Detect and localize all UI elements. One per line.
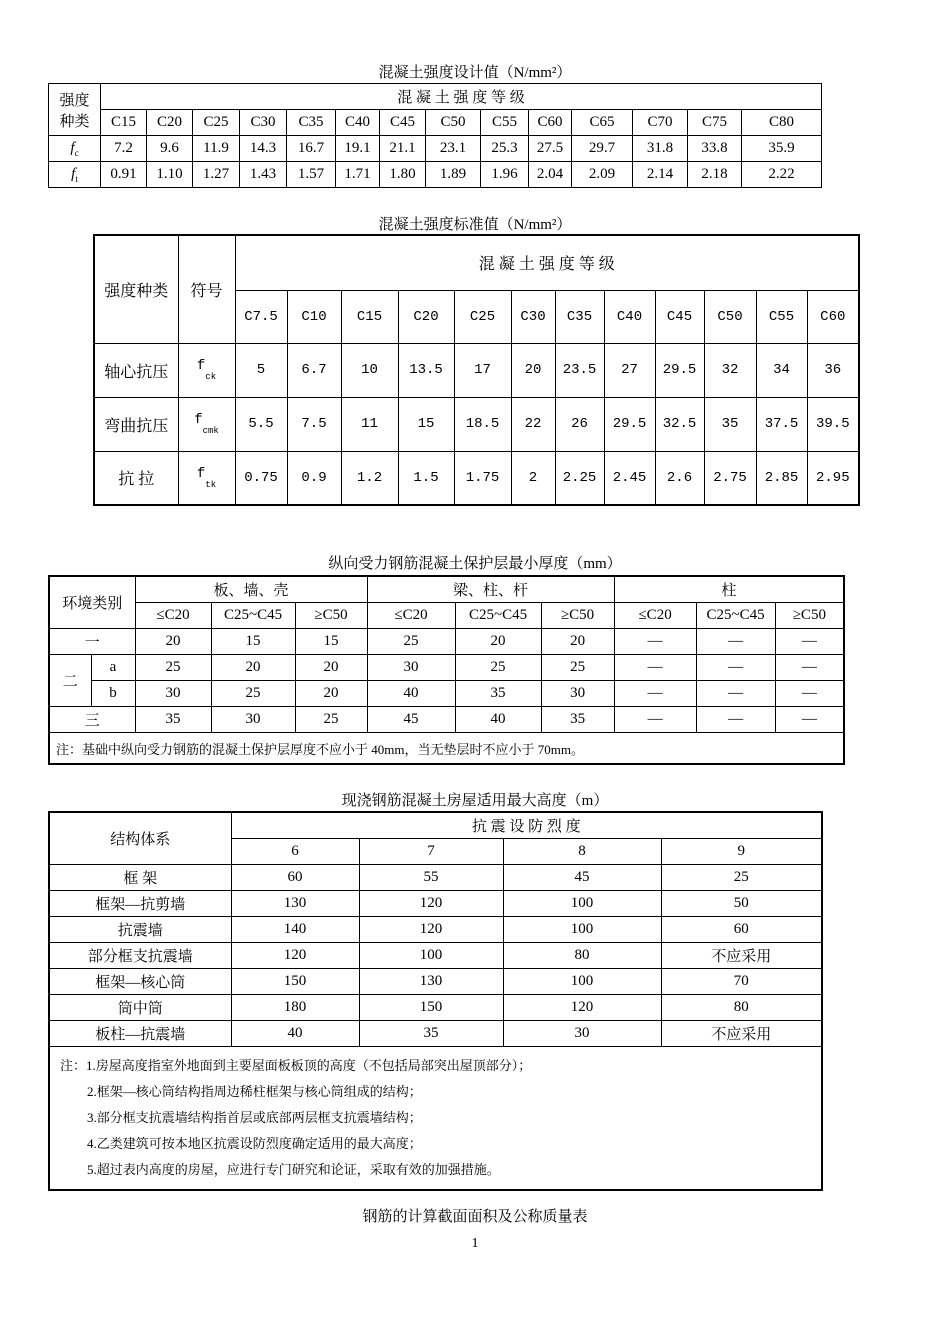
note-line: 3.部分框支抗震墙结构指首层或底部两层框支抗震墙结构；: [87, 1110, 422, 1125]
table-row: [49, 891, 822, 917]
grade-sub-header: ≤C20: [367, 603, 455, 629]
value-cell: 34: [756, 343, 807, 397]
value-cell: 10: [341, 343, 398, 397]
note-line: 4.乙类建筑可按本地区抗震设防烈度确定适用的最大高度；: [87, 1136, 422, 1151]
grade-header-cell: C60: [807, 290, 859, 343]
value-cell: 1.71: [336, 162, 380, 188]
group-header: 柱: [614, 576, 844, 603]
grade-sub-header: C25~C45: [696, 603, 775, 629]
value-cell: 25: [541, 655, 614, 681]
value-cell: 9.6: [147, 136, 193, 162]
grade-header-cell: C20: [147, 110, 193, 136]
value-cell: 不应采用: [661, 1021, 822, 1047]
value-cell: 1.10: [147, 162, 193, 188]
grade-header: 混 凝 土 强 度 等 级: [101, 84, 822, 110]
env-sub-cell: a: [91, 655, 135, 681]
value-cell: 0.91: [101, 162, 147, 188]
grade-header-cell: C50: [426, 110, 481, 136]
table-row: [49, 943, 822, 969]
grade-header-cell: C15: [101, 110, 147, 136]
env-header: 环境类别: [49, 576, 135, 629]
value-cell: 1.80: [380, 162, 426, 188]
cover-thickness-table: [48, 575, 845, 765]
value-cell: 35.9: [742, 136, 822, 162]
value-cell: 150: [359, 995, 503, 1021]
value-cell: 30: [211, 707, 295, 733]
value-cell: 18.5: [454, 397, 511, 451]
grade-header-cell: C20: [398, 290, 454, 343]
table-row: [49, 917, 822, 943]
value-cell: 30: [367, 655, 455, 681]
value-cell: 20: [455, 629, 541, 655]
value-cell: 130: [359, 969, 503, 995]
grade-header-cell: C65: [572, 110, 633, 136]
value-cell: —: [696, 707, 775, 733]
value-cell: 1.89: [426, 162, 481, 188]
value-cell: 70: [661, 969, 822, 995]
grade-header-cell: C30: [511, 290, 555, 343]
value-cell: 1.27: [193, 162, 240, 188]
value-cell: 39.5: [807, 397, 859, 451]
table-row: [49, 865, 822, 891]
symbol-cell: [49, 136, 101, 162]
symbol-subscript: t: [75, 173, 78, 184]
value-cell: 25: [211, 681, 295, 707]
grade-header-cell: C35: [287, 110, 336, 136]
value-cell: 32: [704, 343, 756, 397]
value-cell: 23.5: [555, 343, 604, 397]
value-cell: 26: [555, 397, 604, 451]
value-cell: 120: [231, 943, 359, 969]
symbol-cell: [178, 397, 235, 451]
table-row: [49, 995, 822, 1021]
value-cell: 27: [604, 343, 655, 397]
system-name-cell: 抗震墙: [49, 917, 231, 943]
system-name-cell: 板柱—抗震墙: [49, 1021, 231, 1047]
value-cell: 1.96: [481, 162, 529, 188]
value-cell: 0.75: [235, 451, 287, 505]
value-cell: 2.04: [529, 162, 572, 188]
intensity-cell: 8: [503, 839, 661, 865]
value-cell: 2.95: [807, 451, 859, 505]
value-cell: 22: [511, 397, 555, 451]
symbol-letter: f: [71, 165, 76, 182]
value-cell: 14.3: [240, 136, 287, 162]
value-cell: 100: [359, 943, 503, 969]
value-cell: 2.85: [756, 451, 807, 505]
value-cell: —: [614, 629, 696, 655]
value-cell: 21.1: [380, 136, 426, 162]
intensity-header: 抗 震 设 防 烈 度: [231, 812, 822, 839]
value-cell: 40: [455, 707, 541, 733]
env-sub-cell: b: [91, 681, 135, 707]
grade-header-cell: C45: [655, 290, 704, 343]
value-cell: 25: [455, 655, 541, 681]
grade-header-cell: C25: [193, 110, 240, 136]
value-cell: 60: [231, 865, 359, 891]
value-cell: 29.5: [655, 343, 704, 397]
value-cell: 20: [295, 655, 367, 681]
standard-strength-table: [93, 234, 860, 506]
value-cell: 1.2: [341, 451, 398, 505]
value-cell: 130: [231, 891, 359, 917]
value-cell: 100: [503, 891, 661, 917]
grade-header-cell: C45: [380, 110, 426, 136]
value-cell: —: [614, 655, 696, 681]
value-cell: 15: [211, 629, 295, 655]
grade-header-cell: C70: [633, 110, 688, 136]
value-cell: 31.8: [633, 136, 688, 162]
value-cell: —: [696, 655, 775, 681]
value-cell: 20: [541, 629, 614, 655]
env-cell: 三: [49, 707, 135, 733]
grade-header-cell: C10: [287, 290, 341, 343]
value-cell: 2.45: [604, 451, 655, 505]
value-cell: 1.43: [240, 162, 287, 188]
value-cell: 2.09: [572, 162, 633, 188]
system-name-cell: 部分框支抗震墙: [49, 943, 231, 969]
value-cell: 29.7: [572, 136, 633, 162]
value-cell: 35: [359, 1021, 503, 1047]
value-cell: 27.5: [529, 136, 572, 162]
grade-sub-header: C25~C45: [211, 603, 295, 629]
symbol-subscript: tk: [205, 479, 217, 490]
value-cell: 2.14: [633, 162, 688, 188]
value-cell: 37.5: [756, 397, 807, 451]
table4-notes: [49, 1047, 822, 1191]
value-cell: 11: [341, 397, 398, 451]
symbol-subscript: c: [74, 147, 79, 158]
grade-header-cell: C55: [481, 110, 529, 136]
value-cell: 1.75: [454, 451, 511, 505]
value-cell: —: [696, 629, 775, 655]
value-cell: 15: [295, 629, 367, 655]
value-cell: 32.5: [655, 397, 704, 451]
system-header: 结构体系: [49, 812, 231, 865]
value-cell: 36: [807, 343, 859, 397]
env-cell: 二: [49, 655, 91, 707]
value-cell: —: [614, 707, 696, 733]
grade-header-cell: C75: [688, 110, 742, 136]
value-cell: 1.57: [287, 162, 336, 188]
value-cell: 25: [295, 707, 367, 733]
value-cell: —: [614, 681, 696, 707]
value-cell: 55: [359, 865, 503, 891]
symbol-cell: [49, 162, 101, 188]
note-line: 5.超过表内高度的房屋，应进行专门研究和论证，采取有效的加强措施。: [87, 1162, 500, 1177]
value-cell: 80: [503, 943, 661, 969]
system-name-cell: 框架—抗剪墙: [49, 891, 231, 917]
value-cell: 6.7: [287, 343, 341, 397]
table-row: [49, 969, 822, 995]
value-cell: 25: [661, 865, 822, 891]
value-cell: 25.3: [481, 136, 529, 162]
grade-header-cell: C55: [756, 290, 807, 343]
table4-title: 现浇钢筋混凝土房屋适用最大高度（m）: [341, 793, 609, 809]
group-header: 梁、柱、杆: [367, 576, 614, 603]
system-name-cell: 筒中筒: [49, 995, 231, 1021]
value-cell: 33.8: [688, 136, 742, 162]
value-cell: 30: [135, 681, 211, 707]
intensity-cell: 7: [359, 839, 503, 865]
symbol-letter: f: [196, 358, 206, 374]
value-cell: 150: [231, 969, 359, 995]
grade-sub-header: ≤C20: [614, 603, 696, 629]
table1-title: 混凝土强度设计值（N/mm²）: [378, 65, 572, 81]
value-cell: 2.25: [555, 451, 604, 505]
symbol-letter: f: [196, 465, 206, 482]
value-cell: 5.5: [235, 397, 287, 451]
value-cell: 25: [135, 655, 211, 681]
intensity-cell: 9: [661, 839, 822, 865]
grade-sub-header: ≥C50: [775, 603, 844, 629]
value-cell: 45: [503, 865, 661, 891]
value-cell: 7.2: [101, 136, 147, 162]
value-cell: 20: [211, 655, 295, 681]
value-cell: 35: [541, 707, 614, 733]
table3-note: 注：基础中纵向受力钢筋的混凝土保护层厚度不应小于 40mm，当无垫层时不应小于 70mm。: [49, 733, 844, 765]
value-cell: 5: [235, 343, 287, 397]
value-cell: 120: [359, 917, 503, 943]
value-cell: 45: [367, 707, 455, 733]
grade-sub-header: C25~C45: [455, 603, 541, 629]
value-cell: 80: [661, 995, 822, 1021]
value-cell: 2.6: [655, 451, 704, 505]
value-cell: 29.5: [604, 397, 655, 451]
value-cell: 35: [704, 397, 756, 451]
value-cell: 30: [541, 681, 614, 707]
grade-sub-header: ≥C50: [541, 603, 614, 629]
grade-header-cell: C80: [742, 110, 822, 136]
value-cell: 140: [231, 917, 359, 943]
value-cell: 13.5: [398, 343, 454, 397]
value-cell: 19.1: [336, 136, 380, 162]
value-cell: 15: [398, 397, 454, 451]
grade-header-cell: C35: [555, 290, 604, 343]
value-cell: 120: [503, 995, 661, 1021]
symbol-letter: f: [194, 412, 203, 428]
value-cell: 35: [455, 681, 541, 707]
value-cell: —: [696, 681, 775, 707]
table-row: [49, 1021, 822, 1047]
intensity-cell: 6: [231, 839, 359, 865]
grade-header-cell: C25: [454, 290, 511, 343]
env-cell: 一: [49, 629, 135, 655]
value-cell: 20: [295, 681, 367, 707]
row-header-top: 强度: [59, 92, 90, 109]
value-cell: 2.75: [704, 451, 756, 505]
value-cell: 100: [503, 917, 661, 943]
row-header-cell: [49, 84, 101, 136]
value-cell: —: [775, 655, 844, 681]
grade-sub-header: ≥C50: [295, 603, 367, 629]
system-name-cell: 框 架: [49, 865, 231, 891]
page-number: 1: [471, 1236, 479, 1251]
max-height-table: [48, 811, 823, 1191]
strength-type-cell: 轴心抗压: [94, 343, 178, 397]
grade-header-cell: C7.5: [235, 290, 287, 343]
value-cell: 23.1: [426, 136, 481, 162]
value-cell: 180: [231, 995, 359, 1021]
value-cell: 25: [367, 629, 455, 655]
grade-header-cell: C40: [336, 110, 380, 136]
value-cell: 50: [661, 891, 822, 917]
symbol-subscript: cmk: [202, 426, 219, 436]
value-cell: 2: [511, 451, 555, 505]
system-name-cell: 框架—核心筒: [49, 969, 231, 995]
value-cell: 40: [367, 681, 455, 707]
value-cell: 100: [503, 969, 661, 995]
col-symbol-header: 符号: [178, 235, 235, 343]
group-header: 板、墙、壳: [135, 576, 367, 603]
symbol-subscript: ck: [205, 372, 217, 382]
strength-type-cell: 抗 拉: [94, 451, 178, 505]
symbol-cell: [178, 343, 235, 397]
value-cell: 16.7: [287, 136, 336, 162]
value-cell: —: [775, 707, 844, 733]
value-cell: —: [775, 629, 844, 655]
col-type-header: 强度种类: [94, 235, 178, 343]
row-header-bottom: 种类: [59, 113, 90, 130]
value-cell: 20: [135, 629, 211, 655]
grade-header-cell: C15: [341, 290, 398, 343]
value-cell: 35: [135, 707, 211, 733]
note-line: 2.框架—核心筒结构指周边稀柱框架与核心筒组成的结构；: [87, 1084, 422, 1099]
value-cell: 不应采用: [661, 943, 822, 969]
grade-header-cell: C40: [604, 290, 655, 343]
design-strength-table: [48, 83, 822, 188]
value-cell: 2.18: [688, 162, 742, 188]
strength-type-cell: 弯曲抗压: [94, 397, 178, 451]
value-cell: 1.5: [398, 451, 454, 505]
symbol-letter: f: [70, 139, 75, 156]
footer-title: 钢筋的计算截面面积及公称质量表: [362, 1209, 588, 1225]
value-cell: 7.5: [287, 397, 341, 451]
value-cell: 120: [359, 891, 503, 917]
value-cell: 11.9: [193, 136, 240, 162]
value-cell: 40: [231, 1021, 359, 1047]
value-cell: —: [775, 681, 844, 707]
note-line: 注：1.房屋高度指室外地面到主要屋面板板顶的高度（不包括局部突出屋顶部分）；: [60, 1058, 532, 1073]
grade-header-cell: C50: [704, 290, 756, 343]
value-cell: 30: [503, 1021, 661, 1047]
table2-title: 混凝土强度标准值（N/mm²）: [378, 217, 572, 233]
value-cell: 60: [661, 917, 822, 943]
grade-sub-header: ≤C20: [135, 603, 211, 629]
grade-header-cell: C60: [529, 110, 572, 136]
value-cell: 0.9: [287, 451, 341, 505]
grade-header-cell: C30: [240, 110, 287, 136]
table3-title: 纵向受力钢筋混凝土保护层最小厚度（mm）: [328, 556, 622, 572]
value-cell: 2.22: [742, 162, 822, 188]
symbol-cell: [178, 451, 235, 505]
value-cell: 20: [511, 343, 555, 397]
grade-header: 混 凝 土 强 度 等 级: [235, 235, 859, 290]
value-cell: 17: [454, 343, 511, 397]
